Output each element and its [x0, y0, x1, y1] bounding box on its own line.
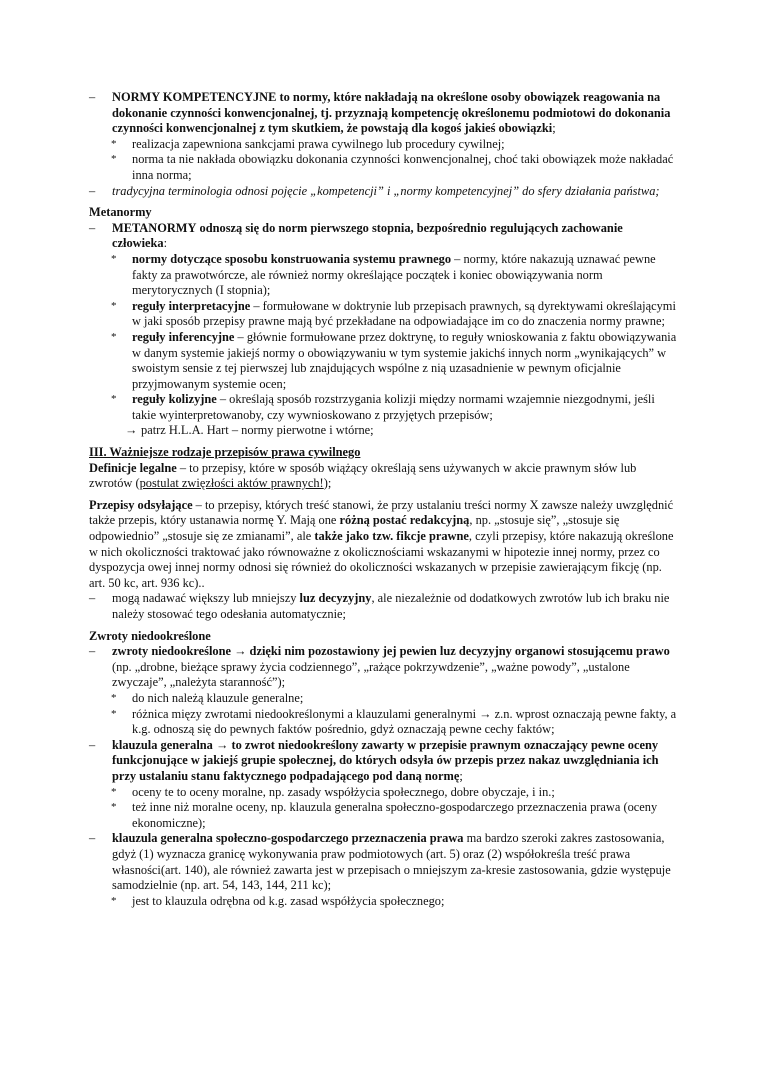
paragraph-text: , np. „stosuje się”, „stosuje się odpowiednio” „stosuje się ze zmianami”, ale: [89, 513, 620, 544]
item-text: patrz H.L.A. Hart – normy pierwotne i wtórne;: [141, 423, 374, 438]
list-item: [89, 392, 679, 423]
star-bullet: *: [111, 153, 117, 166]
bold-text: różną postać redakcyjną: [339, 513, 470, 528]
term-label: zwroty niedookreślone → dzięki nim pozostawiony jej pewien luz decyzyjny organowi stosującemu prawo: [112, 644, 670, 659]
star-bullet: *: [111, 894, 117, 907]
term-label: klauzula generalna → to zwrot niedookreślony zawarty w przepisie prawnym oznaczający pewne oceny funkcjonujące w jakiejś grupie społecznej, do których odsyła ów przepis przez nakaz uwzględniania ich przy ustalaniu stanu faktycznego podpadającego pod daną normę: [112, 737, 659, 783]
star-bullet: *: [111, 393, 117, 406]
list-item: [89, 152, 679, 183]
punctuation: ;: [459, 768, 463, 783]
item-text: jest to klauzula odrębna od k.g. zasad współżycia społecznego;: [132, 893, 445, 908]
item-text: , ale niezależnie od dodatkowych zwrotów lub ich braku nie należy stosować tego odesłania automatycznie;: [112, 591, 670, 621]
paragraph-text: , czyli przepisy, które nakazują określone w nich okoliczności traktować jako równoważne z okolicznościami wskazanymi w hipotezie innej normy, przez co dyspozycja owej innej normy odnosi się również do okoliczności wskazanych w przepisie zawierającym fikcję (np. art. 50 kc, art. 936 kc)..: [89, 529, 674, 590]
item-text: oceny te to oceny moralne, np. zasady współżycia społecznego, dobre obyczaje, i in.;: [132, 784, 555, 799]
star-bullet: *: [111, 785, 117, 798]
list-item: [89, 644, 679, 691]
section-heading: III. Ważniejsze rodzaje przepisów prawa cywilnego: [89, 445, 361, 460]
star-bullet: *: [111, 707, 117, 720]
list-item: [89, 90, 679, 137]
paragraph-definicje: [89, 461, 679, 492]
list-item: [89, 831, 679, 893]
item-text: realizacja zapewniona sankcjami prawa cywilnego lub procedury cywilnej;: [132, 136, 505, 151]
term-label: reguły inferencyjne: [132, 329, 235, 344]
dash-bullet: –: [89, 90, 96, 104]
list-item: [89, 894, 679, 910]
item-text: do nich należą klauzule generalne;: [132, 690, 304, 705]
list-item: [89, 184, 679, 200]
list-item: [89, 137, 679, 153]
star-bullet: *: [111, 137, 117, 150]
list-item: [89, 330, 679, 392]
section-heading: Metanormy: [89, 205, 152, 220]
item-text: tradycyjna terminologia odnosi pojęcie „kompetencji” i „normy kompetencyjnej” do sfery działania państwa;: [112, 183, 660, 198]
star-bullet: *: [111, 299, 117, 312]
term-label: NORMY KOMPETENCYJNE: [112, 90, 277, 104]
list-item: [89, 591, 679, 622]
list-item: [89, 423, 679, 439]
star-bullet: *: [111, 330, 117, 343]
term-label: klauzula generalna społeczno-gospodarczego przeznaczenia prawa: [112, 831, 464, 846]
list-item: [89, 691, 679, 707]
term-label: Definicje legalne: [89, 460, 177, 475]
paragraph-odsylajace: [89, 498, 679, 592]
bold-text: także jako tzw. fikcje prawne: [314, 529, 469, 544]
punctuation: ;: [552, 121, 556, 136]
item-text: (np. „drobne, bieżące sprawy życia codziennego”, „rażące pokrzywdzenie”, „ważne powody”, „ustalone zwyczaje”, „należyta staranność”);: [112, 659, 630, 690]
list-item: [89, 299, 679, 330]
list-item: [89, 785, 679, 801]
item-text: mogą nadawać większy lub mniejszy: [112, 591, 300, 606]
definition-text: odnoszą się do norm pierwszego stopnia, bezpośrednio regulujących zachowanie człowieka: [112, 220, 623, 251]
term-label: reguły interpretacyjne: [132, 298, 251, 313]
term-label: reguły kolizyjne: [132, 392, 217, 407]
item-text: ma bardzo szeroki zakres zastosowania, gdyż (1) wyznacza granicę wykonywania praw podmiotowych (art. 5) oraz (2) współokreśla treść prawa własności(art. 140), ale również zawarta jest w przepisach o mniejszym za-kresie zastosowania, gdzie występuje samodzielnie (np. art. 54, 143, 144, 211 kc);: [112, 831, 671, 893]
punctuation: :: [163, 236, 168, 251]
item-text: – określają sposób rozstrzygania kolizji między normami wzajemnie niezgodnymi, jeśli takie wyinterpretowanoby, czy wywnioskowano z przyjętych przepisów;: [132, 392, 655, 422]
paragraph-text: – to przepisy, które w sposób wiążący określają sens używanych w akcie prawnym słów lub zwrotów (: [89, 460, 637, 491]
item-text: też inne niż moralne oceny, np. klauzula generalna społeczno-gospodarczego przeznaczenia prawa (oceny ekonomiczne);: [132, 800, 658, 830]
definition-text: to normy, które nakładają na określone osoby obowiązek reagowania na dokonanie czynności konwencjonalnej, tj. przyznają kompetencję określonemu podmiotowi do dokonania czynności konwencjonalnej z tym skutkiem, że powstają dla kogoś jakieś obowiązki: [112, 90, 671, 136]
list-item: [89, 252, 679, 299]
paragraph-text: );: [323, 476, 332, 491]
dash-bullet: –: [89, 183, 96, 198]
dash-bullet: –: [89, 644, 96, 659]
item-text: – głównie formułowane przez doktrynę, to reguły wnioskowania z faktu obowiązywania w danym systemie jakiejś normy o obowiązywaniu w tym systemie jakichś innych norm „wynikających” w swoistym sensie z tej pierwszej lub znajdujących wspólne z nią uzasadnienie w pewnym oficjalnie przyjmowanym systemie ocen;: [132, 329, 677, 391]
star-bullet: *: [111, 252, 117, 265]
dash-bullet: –: [89, 831, 96, 846]
underlined-text: postulat zwięzłości aktów prawnych!: [139, 476, 324, 491]
star-bullet: *: [111, 691, 117, 704]
star-bullet: *: [111, 801, 117, 814]
item-text: – normy, które nakazują uznawać pewne fakty za prawotwórcze, ale również normy określające początek i koniec obowiązywania norm merytorycznych (I stopnia);: [132, 251, 656, 298]
item-text: – formułowane w doktrynie lub przepisach prawnych, są dyrektywami określającymi w jaki sposób przepisy prawne mają być przekładane na odpowiadające im co do znaczenia normy prawne;: [132, 298, 676, 329]
bold-text: luz decyzyjny: [299, 591, 372, 606]
list-item: [89, 800, 679, 831]
term-label: METANORMY: [112, 220, 197, 235]
document-page: [89, 90, 679, 909]
dash-bullet: –: [89, 591, 96, 606]
paragraph-text: – to przepisy, których treść stanowi, że przy ustalaniu treści normy X zawsze należy uwzględnić także przepis, który ustanawia normę Y. Mają one: [89, 497, 674, 528]
item-text: norma ta nie nakłada obowiązku dokonania czynności konwencjonalnej, choć taki obowiązek może nakładać inna norma;: [132, 152, 674, 182]
list-item: [89, 221, 679, 252]
term-label: normy dotyczące sposobu konstruowania systemu prawnego: [132, 251, 452, 266]
arrow-icon: →: [125, 423, 138, 438]
item-text: różnica mięzy zwrotami niedookreślonymi a klauzulami generalnymi → z.n. wprost oznaczają pewne fakty, a k.g. odnoszą się do pewnych faktów pośrednio, gdyż oznaczają pewne cechy faktów;: [132, 706, 677, 737]
list-item: [89, 707, 679, 738]
dash-bullet: –: [89, 220, 96, 235]
list-item: [89, 738, 679, 785]
dash-bullet: –: [89, 737, 96, 752]
section-heading: Zwroty niedookreślone: [89, 628, 211, 643]
term-label: Przepisy odsyłające: [89, 497, 193, 512]
